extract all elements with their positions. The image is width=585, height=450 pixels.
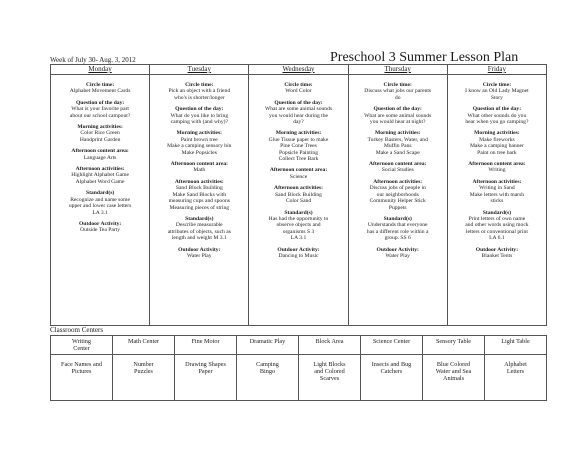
center-cell — [360, 336, 422, 400]
center-cell — [422, 336, 484, 400]
center-name: Math Center — [113, 338, 174, 355]
section-label: Circle time: — [383, 82, 412, 88]
center-activity: Face Names and Pictures — [61, 361, 102, 375]
section-text: Science — [289, 173, 308, 180]
section-text: Highlight Alphabet Game Alphabet Word Game — [71, 172, 129, 185]
section-label: Standard(s) — [185, 215, 214, 222]
section-text: Has had the opportunity to observe objects and organisms S 3 LA 3.1 — [268, 215, 329, 242]
section-label: Outdoor Activity: — [376, 246, 419, 253]
day-body — [249, 75, 347, 259]
day-header: Friday — [448, 65, 546, 75]
section-text: Sand Block Building Make Sand Blocks with measuring cups and spoons Measuring pieces of string — [168, 185, 230, 211]
section-text: Social Studies — [381, 167, 414, 174]
section-label: Afternoon activities: — [174, 178, 224, 185]
page-title: Preschool 3 Summer Lesson Plan — [330, 50, 519, 65]
center-name: Writing Center — [51, 338, 112, 355]
classroom-centers-heading: Classroom Centers — [50, 326, 104, 334]
section-label: Question of the day: — [75, 99, 125, 106]
classroom-centers-table — [50, 335, 547, 401]
center-activity: Insects and Bug Catchers — [371, 361, 412, 375]
day-column-monday — [51, 65, 149, 325]
center-activity: Camping Bingo — [256, 361, 279, 375]
section-label: Outdoor Activity: — [178, 246, 221, 253]
section-text: Water Play — [187, 252, 212, 259]
section-text: Paint brown tree Make a camping sensory bin Make Popsicles — [167, 136, 232, 156]
section-label: Morning activities: — [275, 130, 322, 137]
section-label: Afternoon activities: — [373, 178, 423, 185]
section-text: Writing in Sand Make letters with marsh sticks — [469, 185, 525, 205]
center-activity: Drawing Shapes Paper — [185, 361, 226, 375]
section-label: Morning activities: — [374, 130, 421, 137]
center-activity: Alphabet Letters — [504, 361, 527, 375]
section-text: Make fireworks Make a camping banner Paint on tree bark — [469, 136, 524, 156]
section-text: Word Color — [285, 88, 312, 95]
center-activity: Number Puzzles — [133, 361, 154, 375]
center-cell — [112, 336, 174, 400]
center-activity: Light Blocks and Colored Scarves — [313, 361, 346, 382]
section-label: Standard(s) — [85, 190, 115, 197]
center-activity: Blue Colored Water and Sea Animals — [435, 361, 472, 382]
section-text: Math — [193, 167, 206, 174]
section-text: Understands that everyone has a different role within a group. SS 6 — [366, 222, 429, 242]
section-text: Sand Block Building Color Sand — [275, 191, 322, 205]
section-label: Outdoor Activity: — [475, 246, 519, 253]
center-name: Science Center — [361, 338, 422, 355]
section-text: Glue Tissue paper to make Pine Cone Trees Popsicle Painting Collect Tree Bark — [268, 136, 329, 163]
day-header: Thursday — [349, 65, 447, 75]
day-body — [150, 75, 248, 259]
section-text: Blanket Tents — [481, 252, 513, 259]
section-text: What are some animal sounds you would hear at night? — [364, 112, 432, 126]
section-label: Afternoon activities: — [274, 185, 323, 192]
center-name: Sensory Table — [423, 338, 484, 355]
day-column-friday — [447, 65, 546, 325]
section-label: Circle time: — [185, 82, 214, 88]
section-label: Morning activities: — [77, 124, 123, 131]
section-label: Afternoon content area: — [170, 161, 228, 168]
section-label: Standard(s) — [284, 209, 313, 216]
day-column-tuesday — [149, 65, 248, 325]
day-body — [448, 75, 546, 259]
center-name: Block Area — [299, 338, 360, 355]
day-body — [51, 75, 149, 234]
section-label: Afternoon content area: — [369, 161, 427, 168]
weekly-plan-table — [50, 64, 547, 326]
section-label: Circle time: — [284, 82, 313, 88]
section-label: Afternoon activities: — [75, 166, 125, 173]
section-label: Standard(s) — [383, 215, 412, 222]
section-text: Alphabet Movement Cards — [69, 88, 131, 95]
day-header: Wednesday — [249, 65, 347, 75]
day-header: Tuesday — [150, 65, 248, 75]
section-text: Language Arts — [83, 154, 117, 161]
center-cell — [484, 336, 546, 400]
section-text: Pick an object with a friend who's is shorter/longer — [168, 88, 231, 101]
section-label: Afternoon activities: — [472, 178, 522, 185]
section-label: Standard(s) — [482, 209, 512, 216]
section-text: Writing — [488, 167, 506, 174]
section-text: What do you like to bring camping with (and why)? — [170, 112, 229, 126]
center-cell — [298, 336, 360, 400]
section-text: Water Play — [385, 252, 410, 259]
section-label: Outdoor Activity: — [78, 220, 122, 227]
section-text: Print letters of own name and other words using mock letters or conventional print LA 6.1 — [465, 215, 529, 242]
week-of-label: Week of July 30- Aug. 3, 2012 — [50, 56, 136, 64]
section-label: Circle time: — [482, 82, 512, 88]
center-cell — [51, 336, 112, 400]
section-label: Morning activities: — [474, 130, 520, 137]
section-text: What is your favorite part about our school campout? — [69, 106, 131, 119]
section-label: Outdoor Activity: — [277, 246, 320, 253]
day-body — [349, 75, 447, 259]
section-label: Afternoon content area: — [269, 167, 328, 174]
section-text: Turkey Basters, Water, and Muffin Pans Make a Sand Scape — [367, 136, 428, 156]
section-text: What are some animal sounds you would hear during the day? — [264, 106, 333, 126]
center-cell — [236, 336, 298, 400]
section-text: Recognize and name some upper and lower case letters LA 3.1 — [68, 196, 132, 216]
section-text: I know an Old Lady Magnet Story — [465, 88, 529, 101]
section-text: Describe measurable attributes of objects, such as length and weight M 3.1 — [167, 222, 231, 242]
section-label: Question of the day: — [274, 99, 323, 106]
section-text: Dancing to Music — [278, 252, 319, 259]
center-name: Fine Motor — [175, 338, 236, 355]
section-label: Question of the day: — [373, 106, 422, 113]
section-label: Question of the day: — [472, 106, 522, 113]
day-column-thursday — [348, 65, 447, 325]
day-column-wednesday — [248, 65, 347, 325]
section-text: Color Rice Green Handprint Garden — [79, 130, 121, 143]
center-name: Light Table — [485, 338, 546, 355]
center-name: Dramatic Play — [237, 338, 298, 355]
section-text: What other sounds do you hear when you go camping? — [465, 112, 529, 126]
section-label: Afternoon content area: — [71, 148, 129, 155]
center-cell — [174, 336, 236, 400]
section-label: Afternoon content area: — [468, 161, 526, 168]
section-text: Discuss what jobs our parents do — [364, 88, 432, 101]
section-label: Question of the day: — [175, 106, 224, 113]
section-text: Discuss jobs of people in our neighborhoods Community Helper Stick Puppets — [369, 185, 426, 211]
day-header: Monday — [51, 65, 149, 75]
section-text: Outside Tea Party — [80, 227, 121, 234]
section-label: Morning activities: — [176, 130, 223, 137]
section-label: Circle time: — [85, 82, 115, 88]
